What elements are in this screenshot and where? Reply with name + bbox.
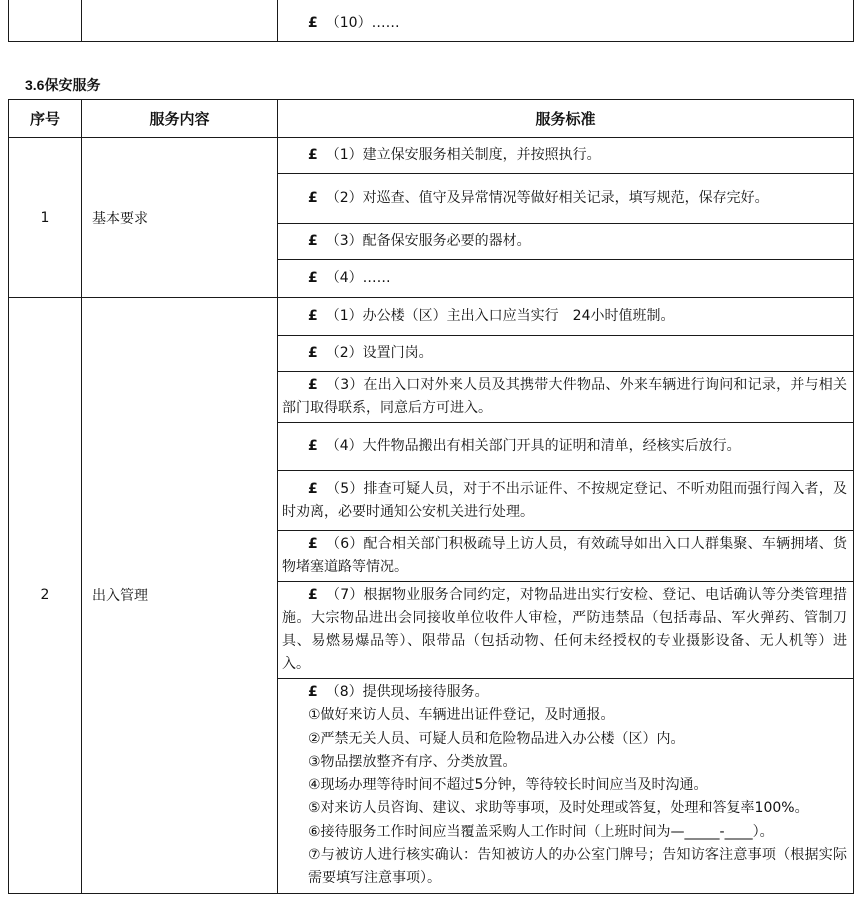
list-item: £ （5）排查可疑人员，对于不出示证件、不按规定登记、不听劝阻而强行闯入者，及时劝离，必要时通知公安机关进行处理。	[278, 471, 854, 531]
sub-item: ①做好来访人员、车辆进出证件登记，及时通报。	[308, 707, 615, 724]
checkbox-icon[interactable]: £	[308, 536, 318, 552]
section-title: 3.6保安服务	[25, 77, 101, 93]
list-item: £ （7）根据物业服务合同约定，对物品进出实行安检、登记、电话确认等分类管理措施。大宗物品进出会同接收单位收件人审检，严防违禁品（包括毒品、军火弹药、管制刀具、易燃易爆品等）、限带品（包括动物、任何未经授权的专业摄影设备、无人机等）进入。	[278, 582, 854, 679]
table-header-row	[9, 100, 854, 138]
table-row	[9, 298, 854, 336]
header-index: 序号	[9, 100, 82, 138]
previous-table	[8, 0, 854, 42]
row-category: 出入管理	[82, 298, 278, 894]
list-item: £ （2）设置门岗。	[278, 336, 854, 372]
prev-category-cell	[82, 0, 278, 42]
checkbox-icon[interactable]: £	[308, 438, 318, 454]
sub-item: ④现场办理等待时间不超过5分钟，等待较长时间应当及时沟通。	[308, 777, 708, 794]
checkbox-icon[interactable]: £	[308, 345, 318, 361]
sub-item: ⑤对来访人员咨询、建议、求助等事项，及时处理或答复，处理和答复率100%。	[308, 800, 809, 817]
sub-item: ⑥接待服务工作时间应当覆盖采购人工作时间（上班时间为—_____-____）。	[308, 823, 774, 840]
prev-standard-cell	[278, 0, 854, 42]
list-item: £ （3）在出入口对外来人员及其携带大件物品、外来车辆进行询问和记录，并与相关部门取得联系，同意后方可进入。	[278, 372, 854, 423]
checkbox-icon[interactable]: £	[308, 190, 318, 206]
checkbox-icon[interactable]: £	[308, 377, 318, 393]
row-category: 基本要求	[82, 138, 278, 298]
checkbox-icon[interactable]: £	[308, 480, 318, 497]
prev-item-text: （10）……	[325, 14, 400, 31]
checkbox-icon[interactable]: £	[308, 308, 318, 324]
list-item: £ （6）配合相关部门积极疏导上访人员，有效疏导如出入口人群集聚、车辆拥堵、货物堵塞道路等情况。	[278, 531, 854, 582]
security-service-table	[8, 99, 854, 894]
header-content: 服务内容	[82, 100, 278, 138]
table-row	[9, 138, 854, 174]
sub-item: ②严禁无关人员、可疑人员和危险物品进入办公楼（区）内。	[308, 730, 685, 747]
list-item: £ （3）配备保安服务必要的器材。	[278, 224, 854, 260]
checkbox-icon[interactable]: £	[308, 233, 318, 249]
list-item: £ （1）办公楼（区）主出入口应当实行 24小时值班制。	[278, 298, 854, 336]
sub-item: ⑦与被访人进行核实确认：告知被访人的办公室门牌号；告知访客注意事项（根据实际需要填写注意事项）。	[308, 847, 847, 887]
list-item: £ （4）大件物品搬出有相关部门开具的证明和清单，经核实后放行。	[278, 423, 854, 471]
list-item: £ （1）建立保安服务相关制度，并按照执行。	[278, 138, 854, 174]
checkbox-icon[interactable]: £	[308, 270, 318, 286]
checkbox-icon[interactable]: £	[308, 147, 318, 163]
row-index: 1	[9, 138, 82, 298]
sub-item: ③物品摆放整齐有序、分类放置。	[308, 753, 517, 770]
list-item: £ （8）提供现场接待服务。 ①做好来访人员、车辆进出证件登记，及时通报。 ②严禁无关人员、可疑人员和危险物品进入办公楼（区）内。 ③物品摆放整齐有序、分类放置。 ④现场办理等待时间不超过5分钟，等待较长时间应当及时沟通。 ⑤对来访人员咨询、建议、求助等事项，及时处理或答复，处理和答复率100%。 ⑥接待服务工作时间应当覆盖采购人工作时间（上班时间为—_____-____）。 ⑦与被访人进行核实确认：告知被访人的办公室门牌号；告知访客注意事项（根据实际需要填写注意事项）。	[278, 679, 854, 894]
header-standard: 服务标准	[278, 100, 854, 138]
checkbox-icon[interactable]: £	[308, 684, 318, 700]
checkbox-icon[interactable]: £	[308, 587, 318, 603]
row-index: 2	[9, 298, 82, 894]
list-item: £ （2）对巡查、值守及异常情况等做好相关记录，填写规范，保存完好。	[278, 174, 854, 224]
checkbox-icon[interactable]: £	[308, 14, 318, 31]
list-item: £ （4）……	[278, 260, 854, 298]
prev-index-cell	[9, 0, 82, 42]
